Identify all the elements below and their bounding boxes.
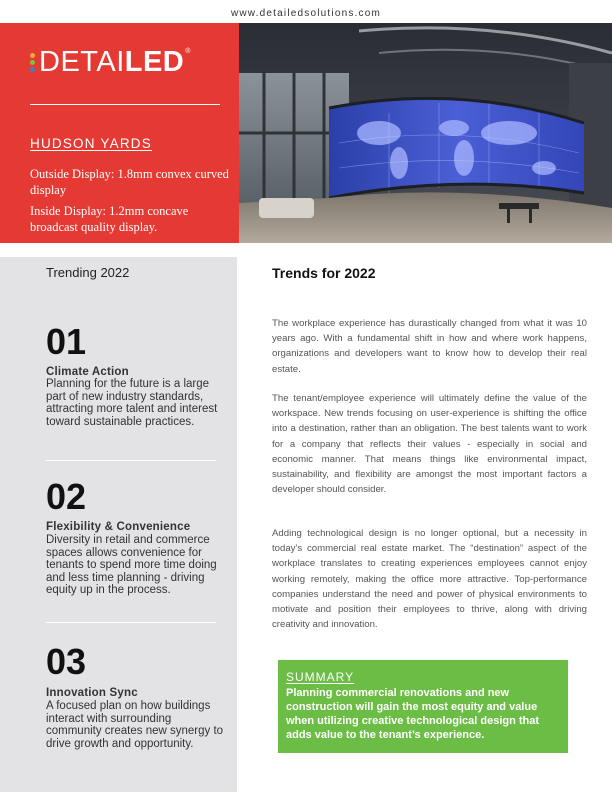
website-url: www.detailedsolutions.com <box>230 8 382 19</box>
article-paragraph: The workplace experience has durastically changed from what it was 10 years ago. With a fundamental shift in how and where work happens, organizations and developers want to know how to develop their real estate. <box>272 318 587 375</box>
trend-number: 03 <box>46 641 87 682</box>
header-divider <box>30 104 220 105</box>
trend-title: Climate Action <box>46 366 129 378</box>
trend-description: Planning for the future is a large part of new industry standards, attracting more talent and interest toward sustainable practices. <box>46 378 218 428</box>
article-paragraph: The tenant/employee experience will ultimately define the value of the workspace. New trends focusing on user-experience is shifting the office into a destination, rather than an obligation. The best talents want to work for a company that reflects their values - especially in social and economic manner. That means things like environmental impact, sustainability, and flexibility are amongst the most important factors a developer should consider. <box>272 393 587 496</box>
trend-description: Diversity in retail and commerce spaces allows convenience for tenants to spend more time doing and less time planning - driving equity up in the process. <box>46 534 217 596</box>
registered-mark: ® <box>185 48 191 55</box>
summary-text: Planning commercial renovations and new construction will gain the most equity and value when utilizing creative technological design that adds value to the tenant’s experience. <box>286 687 540 741</box>
logo-text-thin: DETAI <box>39 46 125 78</box>
project-title: HUDSON YARDS <box>30 136 152 151</box>
trend-description: A focused plan on how buildings interact with surrounding community creates new synergy to drive growth and opportunity. <box>46 700 224 750</box>
logo-dots-icon <box>30 53 35 72</box>
hudson-yards-display-photo <box>239 23 612 243</box>
outside-display-spec: Outside Display: 1.8mm convex curved display <box>30 167 229 197</box>
detailed-logo <box>30 48 190 77</box>
trend-divider <box>46 622 216 623</box>
article-paragraph: Adding technological design is no longer optional, but a necessity in today’s commercial real estate market. The “destination” aspect of the workplace translates to creating experiences employees cannot enjoy working remotely, making the office more attractive. Top-performance companies understand the need and power of physical environments to motivate and position their employees to thrive, along with driving creativity and innovation. <box>272 528 587 631</box>
trend-title: Innovation Sync <box>46 687 138 699</box>
trend-divider <box>46 460 216 461</box>
trend-number: 01 <box>46 321 87 362</box>
sidebar-heading: Trending 2022 <box>46 265 130 280</box>
trend-title: Flexibility & Convenience <box>46 521 191 533</box>
inside-display-spec: Inside Display: 1.2mm concave broadcast quality display. <box>30 204 189 234</box>
logo-text-bold: LED <box>124 46 185 78</box>
summary-box <box>278 660 568 753</box>
trend-number: 02 <box>46 476 87 517</box>
article-title: Trends for 2022 <box>272 265 376 281</box>
summary-title: SUMMARY <box>286 670 355 684</box>
